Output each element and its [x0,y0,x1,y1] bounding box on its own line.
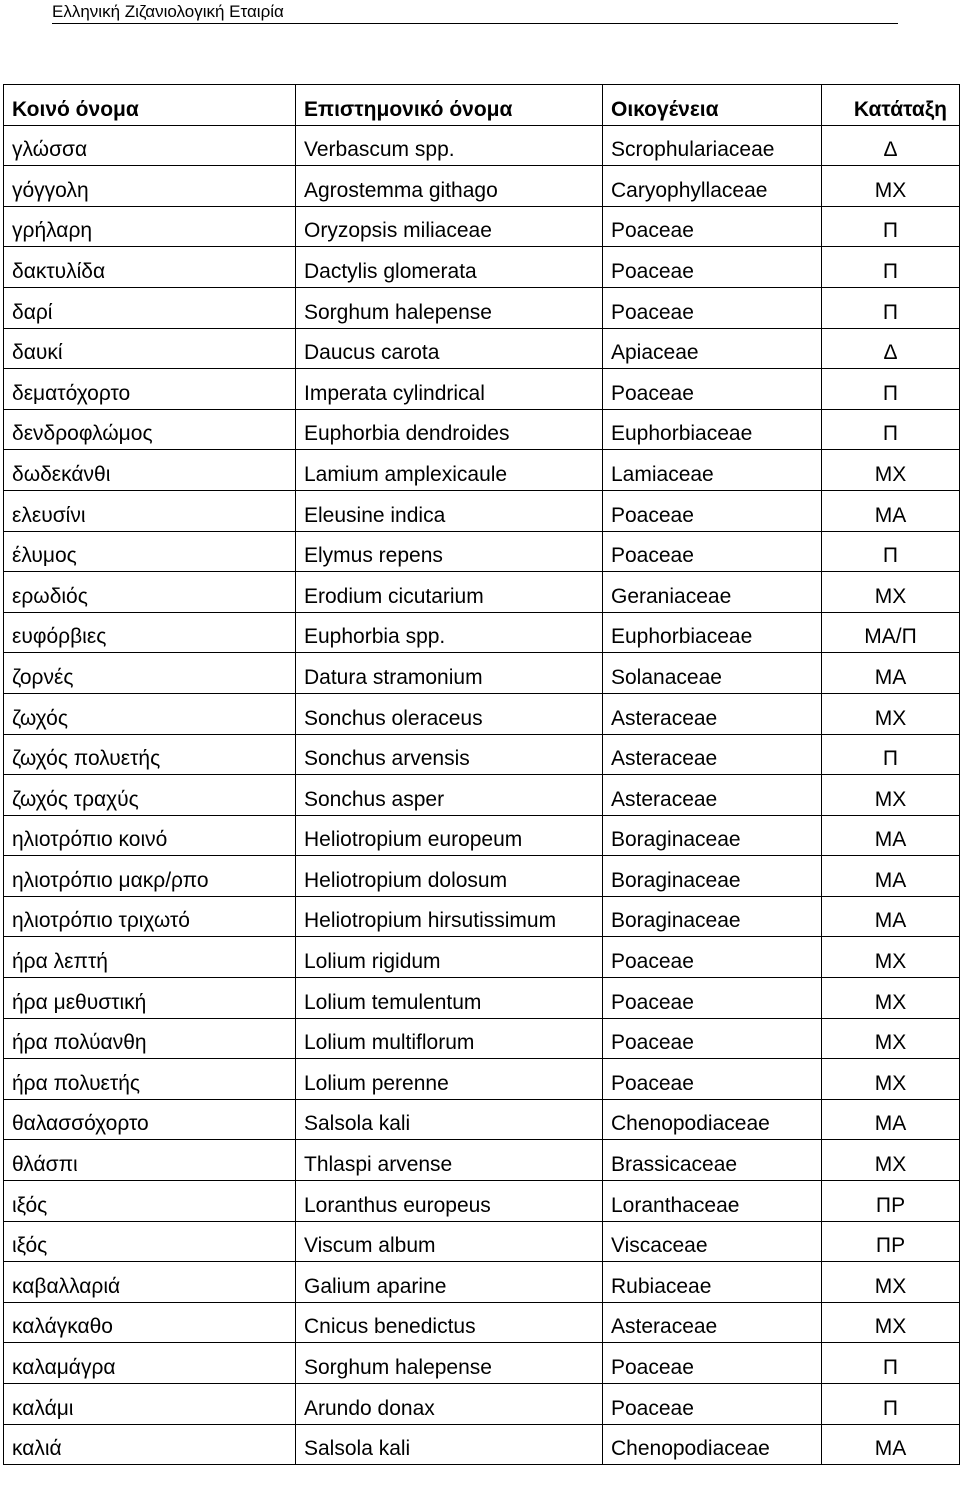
family-cell: Poaceae [603,1018,822,1059]
table-row [4,856,960,897]
common-name-cell: θαλασσόχορτο [4,1099,296,1140]
scientific-name-cell: Lamium amplexicaule [296,450,603,491]
table-row [4,1221,960,1262]
scientific-name-cell: Arundo donax [296,1384,603,1425]
scientific-name-cell: Lolium temulentum [296,978,603,1019]
classification-cell: Π [822,409,960,450]
family-cell: Apiaceae [603,328,822,369]
common-name-cell: θλάσπι [4,1140,296,1181]
family-cell: Viscaceae [603,1221,822,1262]
table-row [4,1424,960,1465]
scientific-name-cell: Lolium perenne [296,1059,603,1100]
scientific-name-cell: Erodium cicutarium [296,572,603,613]
scientific-name-cell: Eleusine indica [296,490,603,531]
column-header-family: Οικογένεια [603,85,822,126]
table-row [4,490,960,531]
table-row [4,1099,960,1140]
family-cell: Geraniaceae [603,572,822,613]
table-row [4,531,960,572]
family-cell: Solanaceae [603,653,822,694]
common-name-cell: καβαλλαριά [4,1262,296,1303]
scientific-name-cell: Sonchus asper [296,775,603,816]
classification-cell: ΜΧ [822,572,960,613]
table-row [4,1343,960,1384]
table-row [4,775,960,816]
scientific-name-cell: Verbascum spp. [296,125,603,166]
common-name-cell: ηλιοτρόπιο τριχωτό [4,896,296,937]
common-name-cell: γόγγολη [4,166,296,207]
family-cell: Boraginaceae [603,815,822,856]
family-cell: Loranthaceae [603,1181,822,1222]
family-cell: Poaceae [603,247,822,288]
scientific-name-cell: Cnicus benedictus [296,1302,603,1343]
common-name-cell: ιξός [4,1221,296,1262]
scientific-name-cell: Heliotropium europeum [296,815,603,856]
family-cell: Rubiaceae [603,1262,822,1303]
common-name-cell: δαρί [4,287,296,328]
table-row [4,1018,960,1059]
classification-cell: Δ [822,328,960,369]
scientific-name-cell: Thlaspi arvense [296,1140,603,1181]
table-row [4,450,960,491]
classification-cell: ΜΧ [822,166,960,207]
classification-cell: ΜΑ [822,1099,960,1140]
family-cell: Poaceae [603,1059,822,1100]
classification-cell: Π [822,287,960,328]
scientific-name-cell: Lolium multiflorum [296,1018,603,1059]
common-name-cell: ευφόρβιες [4,612,296,653]
family-cell: Poaceae [603,287,822,328]
scientific-name-cell: Lolium rigidum [296,937,603,978]
table-row [4,125,960,166]
family-cell: Chenopodiaceae [603,1424,822,1465]
family-cell: Euphorbiaceae [603,612,822,653]
common-name-cell: καλάγκαθο [4,1302,296,1343]
classification-cell: ΜΑ [822,856,960,897]
family-cell: Poaceae [603,937,822,978]
classification-cell: Δ [822,125,960,166]
scientific-name-cell: Heliotropium dolosum [296,856,603,897]
table-row [4,937,960,978]
table-row [4,409,960,450]
family-cell: Brassicaceae [603,1140,822,1181]
classification-cell: ΜΑ [822,1424,960,1465]
table-row [4,1302,960,1343]
common-name-cell: καλαμάγρα [4,1343,296,1384]
table-row [4,1059,960,1100]
scientific-name-cell: Salsola kali [296,1424,603,1465]
scientific-name-cell: Salsola kali [296,1099,603,1140]
family-cell: Asteraceae [603,775,822,816]
classification-cell: ΜΑ [822,815,960,856]
classification-cell: ΜΧ [822,937,960,978]
common-name-cell: ήρα μεθυστική [4,978,296,1019]
classification-cell: ΜΧ [822,450,960,491]
table-row [4,653,960,694]
family-cell: Poaceae [603,206,822,247]
classification-cell: ΜΧ [822,978,960,1019]
classification-cell: ΜΧ [822,775,960,816]
page-header [52,0,898,24]
common-name-cell: καλάμι [4,1384,296,1425]
common-name-cell: ιξός [4,1181,296,1222]
classification-cell: Π [822,206,960,247]
common-name-cell: ζωχός τραχύς [4,775,296,816]
common-name-cell: ήρα πολύανθη [4,1018,296,1059]
common-name-cell: ζωχός [4,693,296,734]
column-header-common-name: Κοινό όνομα [4,85,296,126]
table-row [4,206,960,247]
family-cell: Asteraceae [603,693,822,734]
scientific-name-cell: Elymus repens [296,531,603,572]
table-row [4,287,960,328]
common-name-cell: ηλιοτρόπιο κοινό [4,815,296,856]
table-row [4,978,960,1019]
scientific-name-cell: Euphorbia spp. [296,612,603,653]
table-row [4,693,960,734]
scientific-name-cell: Dactylis glomerata [296,247,603,288]
society-name: Ελληνική Ζιζανιολογική Εταιρία [52,2,284,21]
common-name-cell: καλιά [4,1424,296,1465]
table-row [4,815,960,856]
common-name-cell: δωδεκάνθι [4,450,296,491]
weed-species-table [3,84,960,1465]
table-row [4,572,960,613]
classification-cell: ΜΧ [822,1262,960,1303]
common-name-cell: δενδροφλώμος [4,409,296,450]
common-name-cell: ζορνές [4,653,296,694]
family-cell: Caryophyllaceae [603,166,822,207]
classification-cell: Π [822,1384,960,1425]
classification-cell: Π [822,369,960,410]
family-cell: Poaceae [603,531,822,572]
classification-cell: ΜΧ [822,693,960,734]
scientific-name-cell: Sorghum halepense [296,1343,603,1384]
table-row [4,1262,960,1303]
table-body [4,125,960,1465]
classification-cell: ΜΑ [822,896,960,937]
table-row [4,1384,960,1425]
classification-cell: ΜΑ [822,653,960,694]
scientific-name-cell: Daucus carota [296,328,603,369]
classification-cell: ΠΡ [822,1181,960,1222]
classification-cell: Π [822,247,960,288]
table-row [4,734,960,775]
common-name-cell: ερωδιός [4,572,296,613]
family-cell: Poaceae [603,490,822,531]
common-name-cell: ζωχός πολυετής [4,734,296,775]
common-name-cell: δαυκί [4,328,296,369]
scientific-name-cell: Sonchus arvensis [296,734,603,775]
common-name-cell: δακτυλίδα [4,247,296,288]
classification-cell: ΠΡ [822,1221,960,1262]
family-cell: Boraginaceae [603,896,822,937]
classification-cell: Π [822,531,960,572]
column-header-scientific-name: Επιστημονικό όνομα [296,85,603,126]
scientific-name-cell: Oryzopsis miliaceae [296,206,603,247]
column-header-classification: Κατάταξη [822,85,960,126]
table-row [4,328,960,369]
family-cell: Asteraceae [603,734,822,775]
classification-cell: ΜΑ [822,490,960,531]
table-row [4,1140,960,1181]
scientific-name-cell: Heliotropium hirsutissimum [296,896,603,937]
table-row [4,896,960,937]
common-name-cell: γρήλαρη [4,206,296,247]
table-row [4,247,960,288]
table-row [4,369,960,410]
common-name-cell: ελευσίνι [4,490,296,531]
scientific-name-cell: Viscum album [296,1221,603,1262]
family-cell: Chenopodiaceae [603,1099,822,1140]
table-header-row [4,85,960,126]
classification-cell: ΜΑ/Π [822,612,960,653]
family-cell: Poaceae [603,369,822,410]
common-name-cell: δεματόχορτο [4,369,296,410]
table-row [4,1181,960,1222]
family-cell: Asteraceae [603,1302,822,1343]
classification-cell: ΜΧ [822,1059,960,1100]
family-cell: Scrophulariaceae [603,125,822,166]
scientific-name-cell: Loranthus europeus [296,1181,603,1222]
classification-cell: ΜΧ [822,1018,960,1059]
scientific-name-cell: Sorghum halepense [296,287,603,328]
table-row [4,612,960,653]
classification-cell: Π [822,1343,960,1384]
scientific-name-cell: Euphorbia dendroides [296,409,603,450]
scientific-name-cell: Agrostemma githago [296,166,603,207]
common-name-cell: ηλιοτρόπιο μακρ/ρπο [4,856,296,897]
family-cell: Poaceae [603,1384,822,1425]
classification-cell: ΜΧ [822,1140,960,1181]
common-name-cell: ήρα πολυετής [4,1059,296,1100]
common-name-cell: έλυμος [4,531,296,572]
table-row [4,166,960,207]
scientific-name-cell: Galium aparine [296,1262,603,1303]
scientific-name-cell: Sonchus oleraceus [296,693,603,734]
common-name-cell: ήρα λεπτή [4,937,296,978]
family-cell: Poaceae [603,1343,822,1384]
classification-cell: Π [822,734,960,775]
common-name-cell: γλώσσα [4,125,296,166]
scientific-name-cell: Imperata cylindrical [296,369,603,410]
family-cell: Boraginaceae [603,856,822,897]
family-cell: Euphorbiaceae [603,409,822,450]
classification-cell: ΜΧ [822,1302,960,1343]
scientific-name-cell: Datura stramonium [296,653,603,694]
family-cell: Lamiaceae [603,450,822,491]
family-cell: Poaceae [603,978,822,1019]
